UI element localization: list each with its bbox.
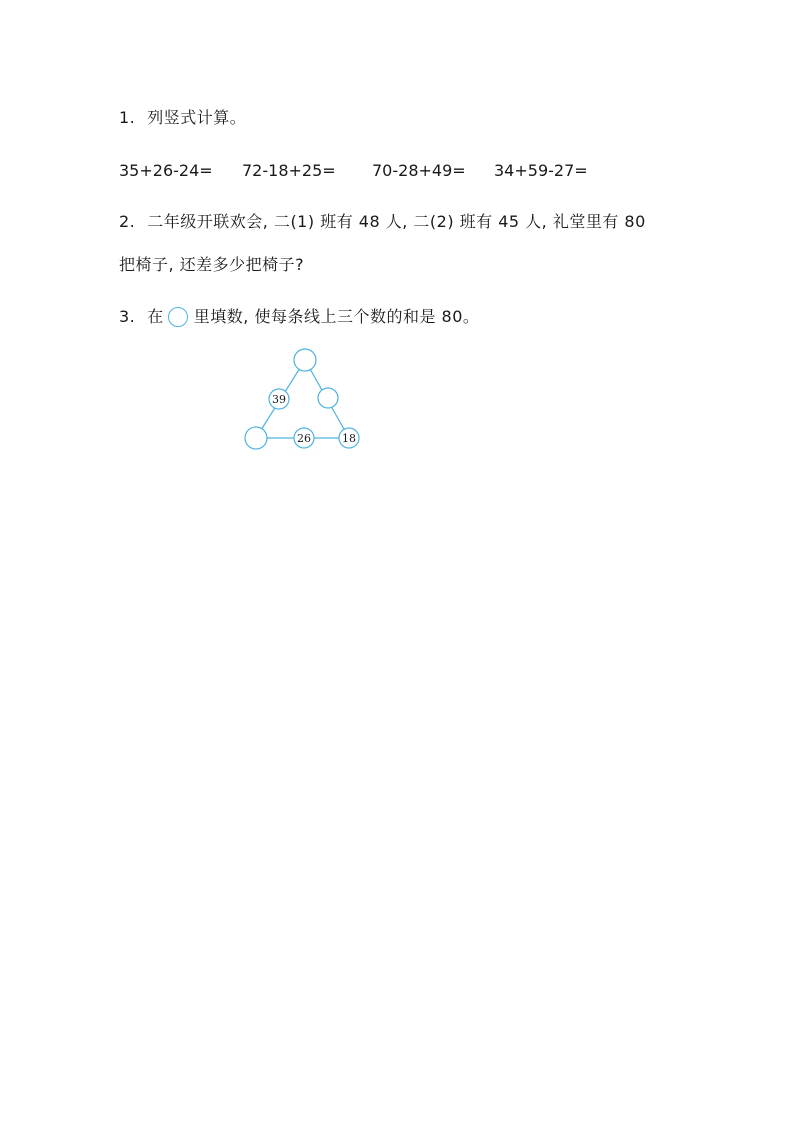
node-left-mid-value: 39	[272, 393, 286, 406]
question-2-continued	[119, 254, 304, 276]
node-bottom-mid[interactable]	[294, 428, 314, 448]
expression-3: 70-28+49=	[372, 161, 466, 180]
node-bottom-right-value: 18	[342, 432, 356, 445]
node-bottom-mid-value: 26	[297, 432, 311, 445]
question-3	[119, 306, 479, 328]
expression-4: 34+59-27=	[494, 161, 588, 180]
empty-circle-icon	[168, 307, 188, 327]
expression-2: 72-18+25=	[242, 161, 336, 180]
question-3-number: 3.	[119, 307, 136, 326]
node-bottom-right[interactable]	[339, 428, 359, 448]
number-triangle-diagram	[240, 340, 370, 455]
question-2-line-2: 把椅子, 还差多少把椅子?	[119, 255, 305, 274]
question-1	[119, 107, 246, 129]
question-3-text-before: 在	[147, 307, 164, 326]
question-1-number: 1.	[119, 108, 136, 127]
question-2-number: 2.	[119, 212, 136, 231]
node-left-mid[interactable]	[269, 389, 289, 409]
node-top[interactable]	[294, 349, 316, 371]
node-bottom-left[interactable]	[245, 427, 267, 449]
question-2	[119, 211, 646, 233]
question-2-line-1: 二年级开联欢会, 二(1) 班有 48 人, 二(2) 班有 45 人, 礼堂里有 80	[147, 212, 646, 231]
question-3-text-after: 里填数, 使每条线上三个数的和是 80。	[193, 307, 480, 326]
expression-1: 35+26-24=	[119, 161, 213, 180]
node-right-mid[interactable]	[318, 388, 338, 408]
question-1-text: 列竖式计算。	[147, 108, 247, 127]
